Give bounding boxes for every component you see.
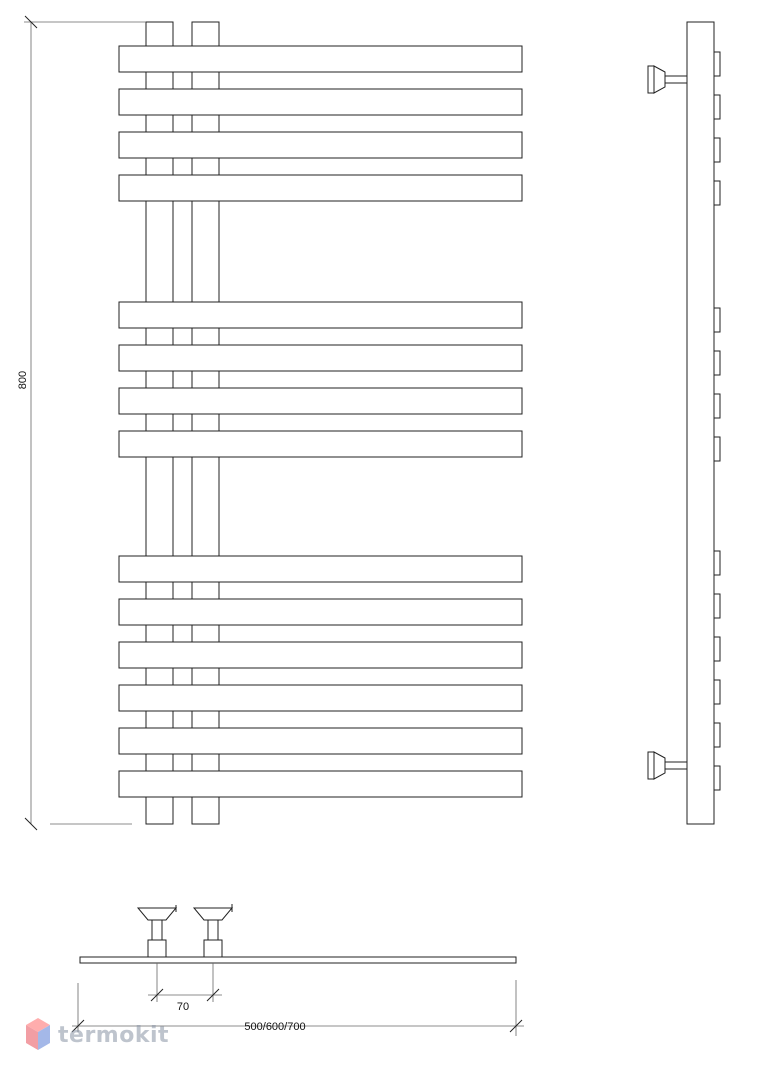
valve-right bbox=[194, 904, 232, 957]
towel-bar bbox=[119, 685, 522, 711]
side-fin bbox=[714, 594, 720, 618]
side-fin bbox=[714, 52, 720, 76]
side-fin bbox=[714, 308, 720, 332]
logo-text: termokit bbox=[58, 1022, 170, 1048]
towel-bar bbox=[119, 302, 522, 328]
towel-bar bbox=[119, 556, 522, 582]
towel-bar bbox=[119, 46, 522, 72]
side-fin bbox=[714, 437, 720, 461]
side-fin bbox=[714, 766, 720, 790]
side-fin bbox=[714, 351, 720, 375]
wall-bracket-top bbox=[648, 66, 687, 93]
towel-bar bbox=[119, 431, 522, 457]
cube-logo-icon bbox=[24, 1016, 52, 1054]
side-fin bbox=[714, 394, 720, 418]
height-label: 800 bbox=[17, 370, 29, 390]
side-fin bbox=[714, 551, 720, 575]
wall-bracket-bottom bbox=[648, 752, 687, 779]
termokit-logo bbox=[24, 1016, 169, 1054]
towel-bar bbox=[119, 599, 522, 625]
towel-bar bbox=[119, 345, 522, 371]
towel-bar bbox=[119, 642, 522, 668]
spacing-dimension bbox=[148, 963, 222, 1013]
towel-bar bbox=[119, 388, 522, 414]
towel-bar bbox=[119, 89, 522, 115]
towel-bar bbox=[119, 132, 522, 158]
side-view bbox=[648, 22, 720, 824]
side-fin bbox=[714, 637, 720, 661]
side-fin bbox=[714, 181, 720, 205]
side-fin bbox=[714, 680, 720, 704]
valve-left bbox=[138, 905, 176, 957]
side-fin bbox=[714, 95, 720, 119]
front-view bbox=[119, 22, 522, 824]
towel-bar bbox=[119, 728, 522, 754]
spacing-label: 70 bbox=[176, 1001, 190, 1013]
top-view-bar bbox=[80, 957, 516, 963]
side-fin bbox=[714, 138, 720, 162]
side-collector bbox=[687, 22, 714, 824]
towel-bar bbox=[119, 175, 522, 201]
side-fin bbox=[714, 723, 720, 747]
towel-bar bbox=[119, 771, 522, 797]
width-label: 500/600/700 bbox=[244, 1021, 306, 1033]
